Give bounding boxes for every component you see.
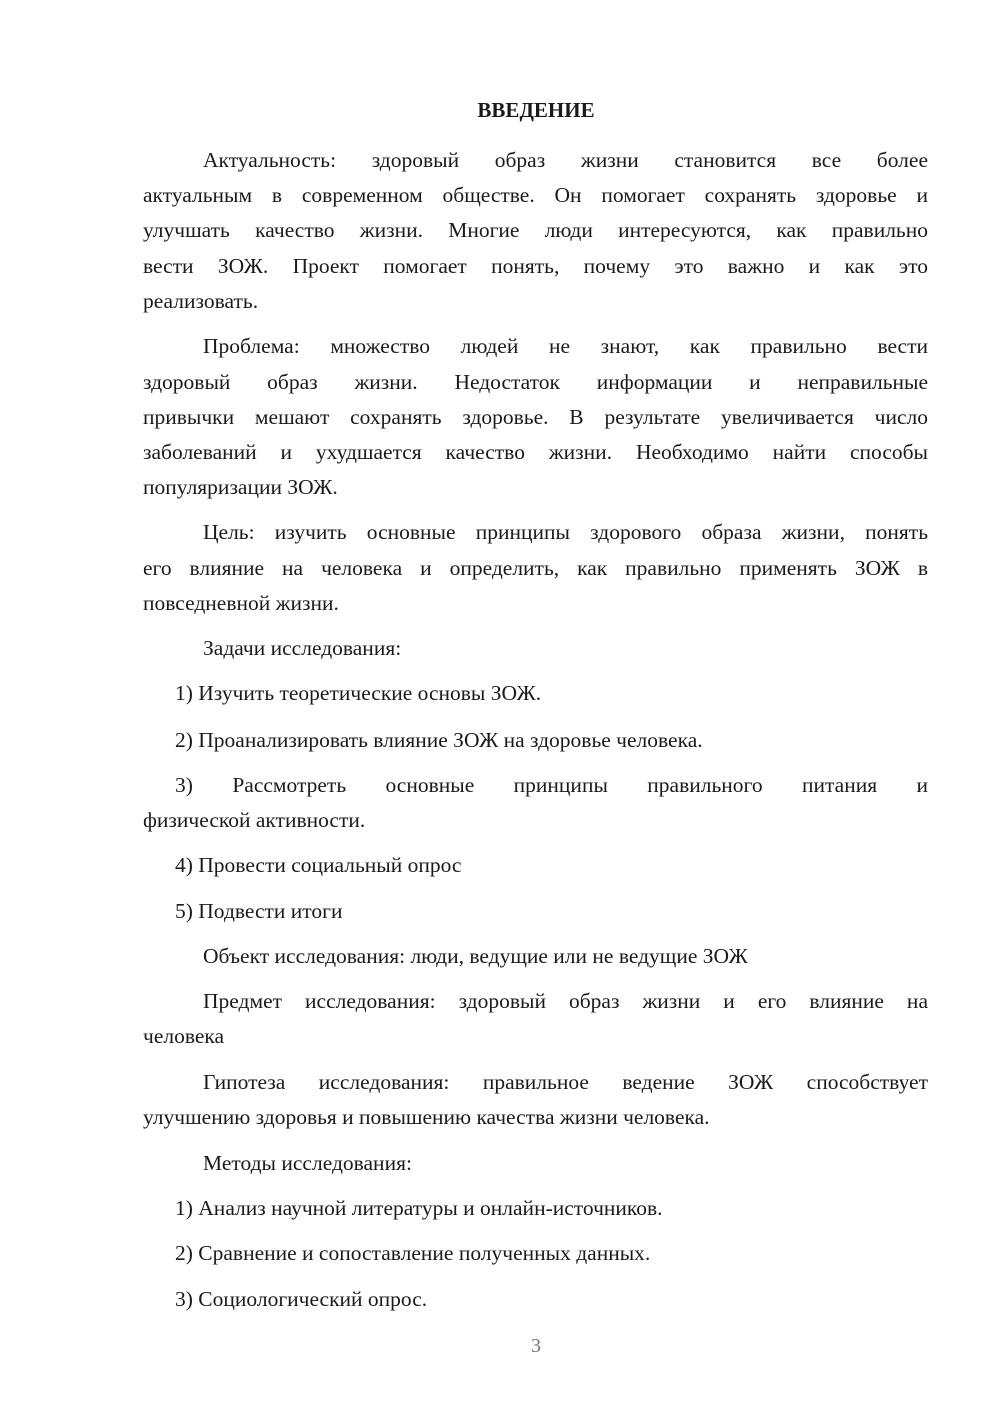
text-line: популяризации ЗОЖ.: [143, 475, 338, 499]
list-item: 4) Провести социальный опрос: [175, 853, 462, 877]
text-line: повседневной жизни.: [143, 591, 339, 615]
list-item: 3) Рассмотреть основные принципы правильного питания и: [175, 773, 928, 797]
text-line: Проблема: множество людей не знают, как правильно вести: [203, 334, 928, 358]
text-line: заболеваний и ухудшается качество жизни. Необходимо найти способы: [143, 440, 928, 464]
text-line: физической активности.: [143, 808, 366, 832]
text-line: его влияние на человека и определить, как правильно применять ЗОЖ в: [143, 556, 928, 580]
page-number: 3: [531, 1335, 541, 1357]
text-line: человека: [143, 1024, 225, 1048]
text-line: Объект исследования: люди, ведущие или не ведущие ЗОЖ: [203, 944, 748, 968]
text-line: Предмет исследования: здоровый образ жизни и его влияние на: [203, 989, 928, 1013]
list-item: 1) Анализ научной литературы и онлайн-источников.: [175, 1196, 663, 1220]
text-line: вести ЗОЖ. Проект помогает понять, почему это важно и как это: [143, 254, 928, 278]
text-line: Цель: изучить основные принципы здорового образа жизни, понять: [203, 520, 928, 544]
list-item: 1) Изучить теоретические основы ЗОЖ.: [175, 681, 542, 705]
list-item: 2) Сравнение и сопоставление полученных данных.: [175, 1241, 651, 1265]
text-line: реализовать.: [143, 289, 259, 313]
text-line: актуальным в современном обществе. Он помогает сохранять здоровье и: [143, 183, 928, 207]
list-item: 5) Подвести итоги: [175, 899, 343, 923]
list-item: 3) Социологический опрос.: [175, 1287, 428, 1311]
text-line: Гипотеза исследования: правильное ведение ЗОЖ способствует: [203, 1070, 928, 1094]
text-line: улучшению здоровья и повышению качества жизни человека.: [143, 1105, 710, 1129]
text-line: улучшать качество жизни. Многие люди интересуются, как правильно: [143, 218, 928, 242]
text-line: Методы исследования:: [203, 1151, 412, 1175]
text-line: Задачи исследования:: [203, 636, 402, 660]
text-line: привычки мешают сохранять здоровье. В результате увеличивается число: [143, 405, 928, 429]
section-title: ВВЕДЕНИЕ: [477, 98, 595, 122]
text-line: Актуальность: здоровый образ жизни становится все более: [203, 148, 928, 172]
text-line: здоровый образ жизни. Недостаток информации и неправильные: [143, 370, 928, 394]
list-item: 2) Проанализировать влияние ЗОЖ на здоровье человека.: [175, 728, 703, 752]
